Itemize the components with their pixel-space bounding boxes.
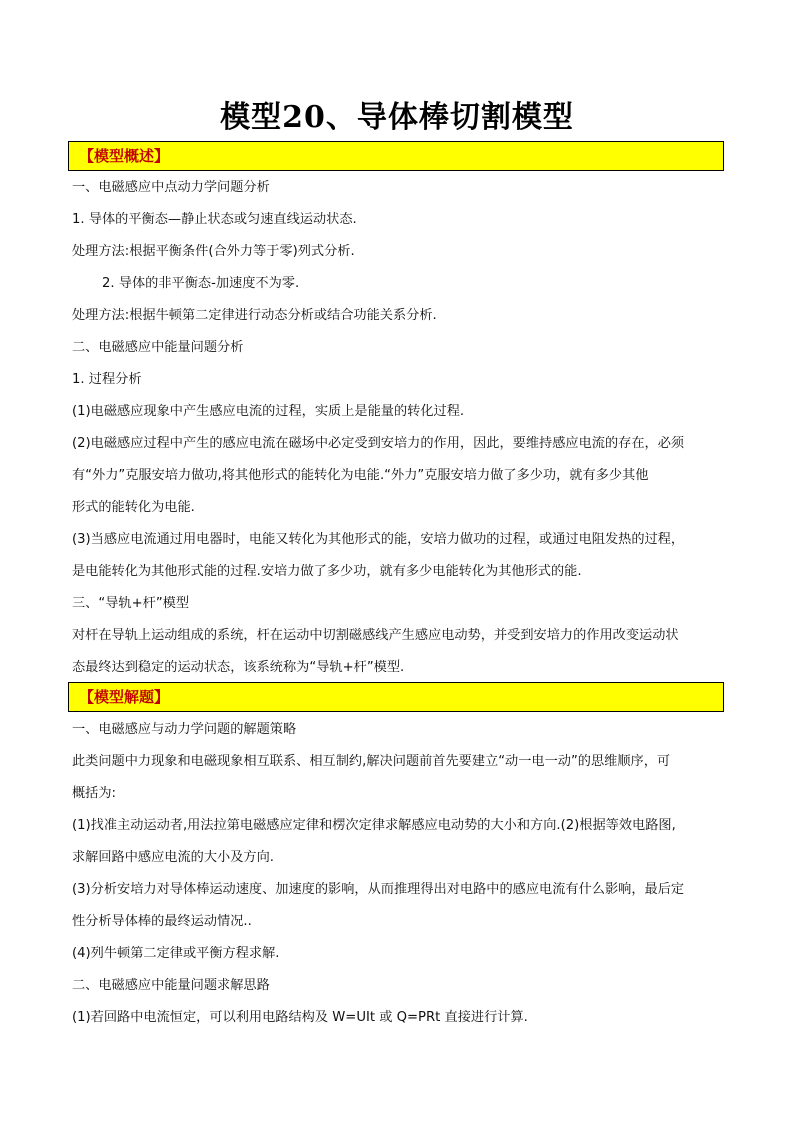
solution-step-3-line-1: (3)分析安培力对导体棒运动速度、加速度的影响，从而推理得出对电路中的感应电流有什么影响，最后定: [72, 882, 685, 897]
page-title: 模型20、导体棒切割模型: [220, 100, 574, 135]
overview-heading-1: 一、电磁感应中点动力学问题分析: [72, 180, 270, 195]
solution-energy-step-1: (1)若回路中电流恒定，可以利用电路结构及 W=UIt 或 Q=PRt 直接进行计算.: [72, 1010, 528, 1025]
solution-heading-1: 一、电磁感应与动力学问题的解题策略: [72, 722, 297, 737]
overview-point-2-line-3: 形式的能转化为电能.: [72, 500, 195, 515]
solution-banner-label: 【模型解题】: [79, 688, 170, 706]
overview-point-3-line-2: 是电能转化为其他形式能的过程.安培力做了多少功，就有多少电能转化为其他形式的能.: [72, 564, 582, 579]
solution-step-1: (1)找准主动运动者,用法拉第电磁感应定律和楞次定律求解感应电动势的大小和方向.(2)根据等效电路图,: [72, 818, 676, 833]
overview-model-line-1: 对杆在导轨上运动组成的系统，杆在运动中切割磁感线产生感应电动势，并受到安培力的作用改变运动状: [72, 628, 679, 643]
overview-model-line-2: 态最终达到稳定的运动状态，该系统称为“导轨+杆”模型.: [72, 660, 405, 675]
overview-banner: [68, 141, 724, 171]
overview-item-1: 1. 导体的平衡态—静止状态或匀速直线运动状态.: [72, 212, 357, 227]
solution-intro-line-2: 概括为:: [72, 786, 117, 801]
solution-step-4: (4)列牛顿第二定律或平衡方程求解.: [72, 946, 280, 961]
overview-point-3-line-1: (3)当感应电流通过用电器时，电能又转化为其他形式的能，安培力做功的过程，或通过电阻发热的过程，: [72, 532, 685, 547]
solution-step-3-line-2: 性分析导体棒的最终运动情况..: [72, 914, 252, 929]
solution-intro-line-1: 此类问题中力现象和电磁现象相互联系、相互制约,解决问题前首先要建立“动一电一动”的思维顺序，可: [72, 754, 671, 769]
overview-method-2: 处理方法:根据牛顿第二定律进行动态分析或结合功能关系分析.: [72, 308, 437, 323]
overview-point-1: (1)电磁感应现象中产生感应电流的过程，实质上是能量的转化过程.: [72, 404, 465, 419]
overview-banner-label: 【模型概述】: [79, 147, 170, 165]
solution-banner: [68, 682, 724, 712]
solution-step-2: 求解回路中感应电流的大小及方向.: [72, 850, 275, 865]
overview-method-1: 处理方法:根据平衡条件(合外力等于零)列式分析.: [72, 244, 355, 259]
overview-heading-3: 三、“导轨+杆”模型: [72, 596, 190, 611]
solution-heading-2: 二、电磁感应中能量问题求解思路: [72, 978, 270, 993]
overview-heading-2: 二、电磁感应中能量问题分析: [72, 340, 244, 355]
overview-item-2: 2. 导体的非平衡态-加速度不为零.: [102, 276, 300, 291]
overview-point-2-line-2: 有“外力”克服安培力做功,将其他形式的能转化为电能.“外力”克服安培力做了多少功，就有多少其他: [72, 468, 649, 483]
overview-point-2-line-1: (2)电磁感应过程中产生的感应电流在磁场中必定受到安培力的作用，因此，要维持感应电流的存在，必须: [72, 436, 685, 451]
overview-process-title: 1. 过程分析: [72, 372, 142, 387]
